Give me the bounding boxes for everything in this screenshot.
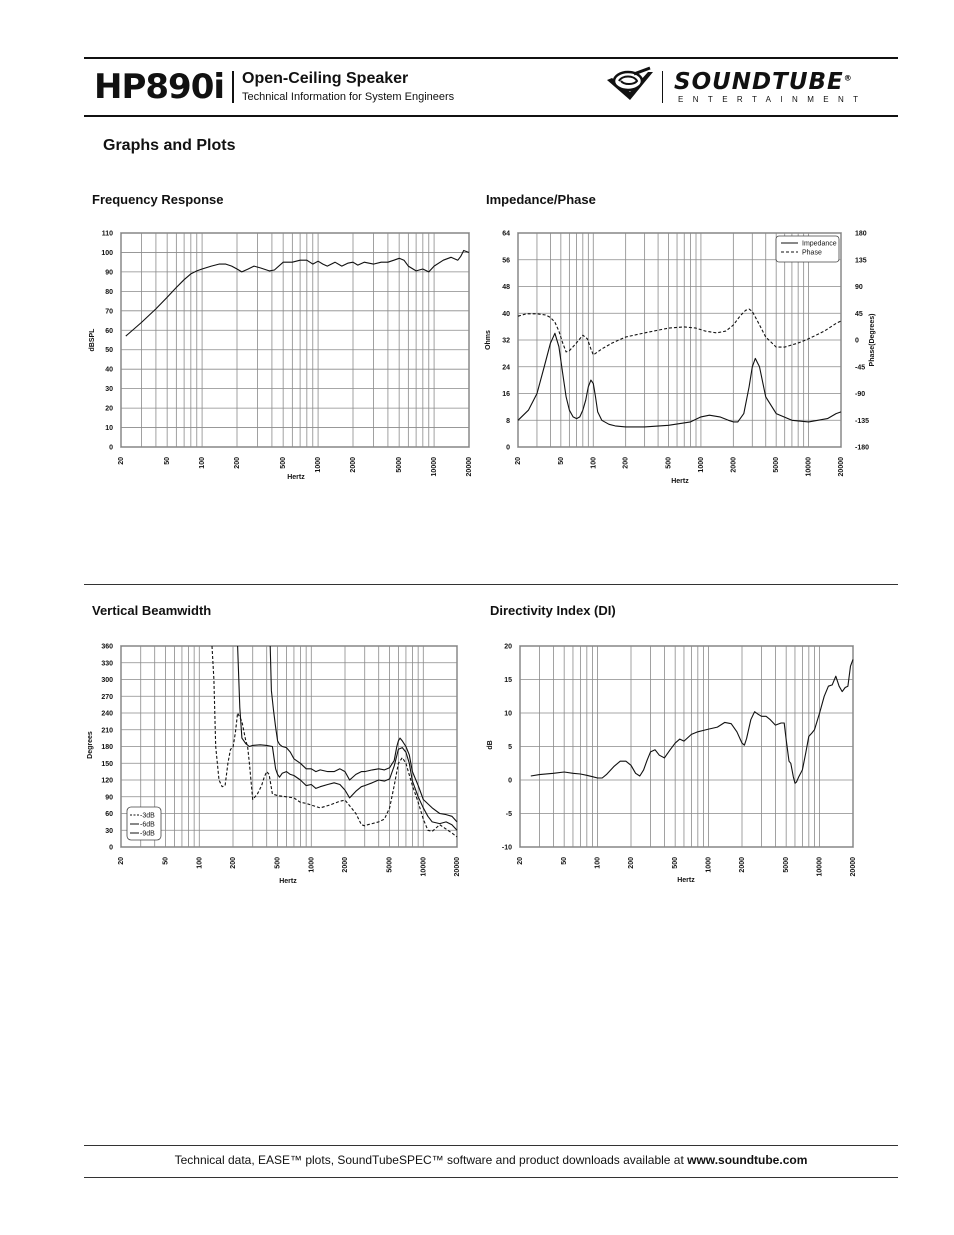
y-axis-label: Degrees <box>87 731 94 759</box>
x-tick-label: 5000 <box>783 857 791 873</box>
y2-axis-label: Phase(Degrees) <box>869 313 876 367</box>
x-tick-label: 50 <box>561 857 569 865</box>
y-tick-label: 80 <box>105 288 113 296</box>
y-tick-label: 60 <box>105 327 113 335</box>
x-tick-label: 100 <box>196 857 204 869</box>
y-tick-label: 150 <box>101 760 113 768</box>
section-title: Graphs and Plots <box>103 137 236 154</box>
brand-subtitle: ENTERTAINMENT <box>678 95 868 104</box>
y-tick-label: 210 <box>101 727 113 735</box>
y-tick-label: 90 <box>105 269 113 277</box>
x-tick-label: 200 <box>628 857 635 869</box>
y-tick-label: 56 <box>502 257 510 265</box>
y-tick-label: 0 <box>109 844 113 852</box>
x-tick-label: 20000 <box>850 857 857 877</box>
y-tick-label: 5 <box>508 744 512 751</box>
x-tick-label: 500 <box>274 857 282 869</box>
y-tick-label: 24 <box>502 364 510 372</box>
legend-label: Impedance <box>802 240 837 248</box>
y-tick-label: 30 <box>105 827 113 835</box>
chart-title-beamwidth: Vertical Beamwidth <box>92 603 212 618</box>
y-tick-label: 16 <box>502 391 510 398</box>
x-tick-label: 1000 <box>315 457 323 473</box>
x-tick-label: 10000 <box>420 857 428 877</box>
frequency-response-chart <box>70 222 520 512</box>
x-tick-label: 20000 <box>838 457 845 477</box>
header-subtitle: Technical Information for System Engineers <box>242 91 455 103</box>
y-axis-label: dB <box>487 740 494 750</box>
y2-tick-label: -45 <box>855 364 866 372</box>
x-tick-label: 500 <box>665 457 673 469</box>
y2-tick-label: 180 <box>855 230 867 238</box>
x-tick-label: 1000 <box>308 857 316 873</box>
chart-title-frequency: Frequency Response <box>92 192 224 207</box>
y-tick-label: 0 <box>506 444 510 452</box>
x-tick-label: 2000 <box>730 457 738 473</box>
footer-text: Technical data, EASE™ plots, SoundTubeSPEC™ software and product downloads available at <box>174 1153 688 1167</box>
y2-tick-label: -135 <box>855 417 870 425</box>
header-divider <box>232 71 234 103</box>
x-axis-label: Hertz <box>671 478 689 485</box>
x-tick-label: 5000 <box>773 457 781 473</box>
y-axis-label: Ohms <box>485 330 492 350</box>
y-tick-label: 32 <box>502 337 510 345</box>
y-tick-label: 64 <box>502 230 510 238</box>
y-tick-label: 180 <box>101 744 113 751</box>
soundtube-logo-icon <box>604 66 656 108</box>
x-tick-label: 50 <box>164 457 172 465</box>
x-tick-label: 50 <box>162 857 170 865</box>
y-tick-label: 300 <box>101 677 113 684</box>
y-tick-label: 20 <box>105 405 113 413</box>
y-tick-label: 100 <box>101 249 113 257</box>
x-tick-label: 2000 <box>350 457 357 473</box>
footer-top-rule <box>84 1145 898 1146</box>
y2-tick-label: 135 <box>855 257 867 265</box>
x-tick-label: 20 <box>515 457 522 465</box>
y-tick-label: 10 <box>504 710 512 718</box>
y-tick-label: 15 <box>504 677 512 684</box>
y-tick-label: 110 <box>101 230 113 238</box>
y-tick-label: 10 <box>105 425 113 433</box>
x-tick-label: 20 <box>517 857 524 865</box>
brand-name: SOUNDTUBE® <box>674 69 853 95</box>
x-axis-label: Hertz <box>677 877 695 884</box>
y2-tick-label: -180 <box>855 444 870 452</box>
y-tick-label: 70 <box>105 308 113 316</box>
header-bottom-rule <box>84 115 898 117</box>
x-tick-label: 1000 <box>705 857 713 873</box>
x-tick-label: 10000 <box>816 857 824 877</box>
legend-label: -6dB <box>140 821 155 829</box>
x-tick-label: 20000 <box>454 857 461 877</box>
y-tick-label: 120 <box>101 777 113 785</box>
y-tick-label: 8 <box>506 417 510 425</box>
y-tick-label: -10 <box>501 844 512 852</box>
x-tick-label: 200 <box>234 457 241 469</box>
y-tick-label: 30 <box>105 386 113 394</box>
legend-label: -3dB <box>140 812 155 820</box>
footer-bottom-rule <box>84 1177 898 1178</box>
x-tick-label: 200 <box>622 457 630 469</box>
model-name: HP890i <box>94 67 224 107</box>
x-tick-label: 1000 <box>697 457 705 473</box>
chart-title-impedance: Impedance/Phase <box>486 192 596 207</box>
y2-tick-label: 90 <box>855 284 863 291</box>
x-tick-label: 100 <box>594 857 602 869</box>
y2-tick-label: 45 <box>855 310 863 318</box>
x-tick-label: 500 <box>280 457 288 469</box>
y-tick-label: 0 <box>508 777 512 785</box>
y-tick-label: 270 <box>101 693 113 701</box>
legend-label: Phase <box>802 249 822 257</box>
vertical-beamwidth-chart <box>70 635 510 895</box>
y-axis-label: dBSPL <box>89 328 96 352</box>
legend-label: -9dB <box>140 830 155 838</box>
y2-tick-label: 0 <box>855 337 859 345</box>
plot-area <box>121 233 469 447</box>
y-tick-label: 60 <box>105 811 113 818</box>
x-tick-label: 500 <box>672 857 680 869</box>
directivity-index-chart <box>470 635 900 895</box>
x-tick-label: 2000 <box>342 857 349 873</box>
y-tick-label: 48 <box>502 284 510 291</box>
y-tick-label: -5 <box>505 811 512 818</box>
chart-title-di: Directivity Index (DI) <box>490 603 616 618</box>
x-tick-label: 50 <box>557 457 565 465</box>
impedance-phase-chart <box>470 222 900 512</box>
x-tick-label: 10000 <box>431 457 439 477</box>
y-tick-label: 40 <box>502 310 510 318</box>
header-title: Open-Ceiling Speaker <box>242 70 409 87</box>
x-tick-label: 100 <box>199 457 207 469</box>
x-tick-label: 20 <box>118 857 125 865</box>
x-tick-label: 20 <box>118 457 125 465</box>
y-tick-label: 0 <box>109 444 113 452</box>
x-tick-label: 20000 <box>466 457 473 477</box>
y-tick-label: 20 <box>504 643 512 651</box>
y-tick-label: 50 <box>105 347 113 355</box>
y-tick-label: 40 <box>105 366 113 374</box>
logo-divider <box>662 71 663 103</box>
x-tick-label: 100 <box>590 457 598 469</box>
y-tick-label: 360 <box>101 643 113 651</box>
y-tick-label: 330 <box>101 660 113 668</box>
y2-tick-label: -90 <box>855 391 866 398</box>
x-tick-label: 5000 <box>396 457 404 473</box>
x-axis-label: Hertz <box>287 474 305 481</box>
x-tick-label: 200 <box>230 857 237 869</box>
x-tick-label: 5000 <box>386 857 394 873</box>
y-tick-label: 90 <box>105 794 113 802</box>
x-tick-label: 10000 <box>805 457 813 477</box>
footer <box>84 1153 898 1167</box>
x-axis-label: Hertz <box>279 878 297 885</box>
header <box>84 57 898 115</box>
x-tick-label: 2000 <box>739 857 746 873</box>
section-divider <box>84 584 898 585</box>
y-tick-label: 240 <box>101 710 113 718</box>
footer-link[interactable]: www.soundtube.com <box>687 1153 808 1167</box>
